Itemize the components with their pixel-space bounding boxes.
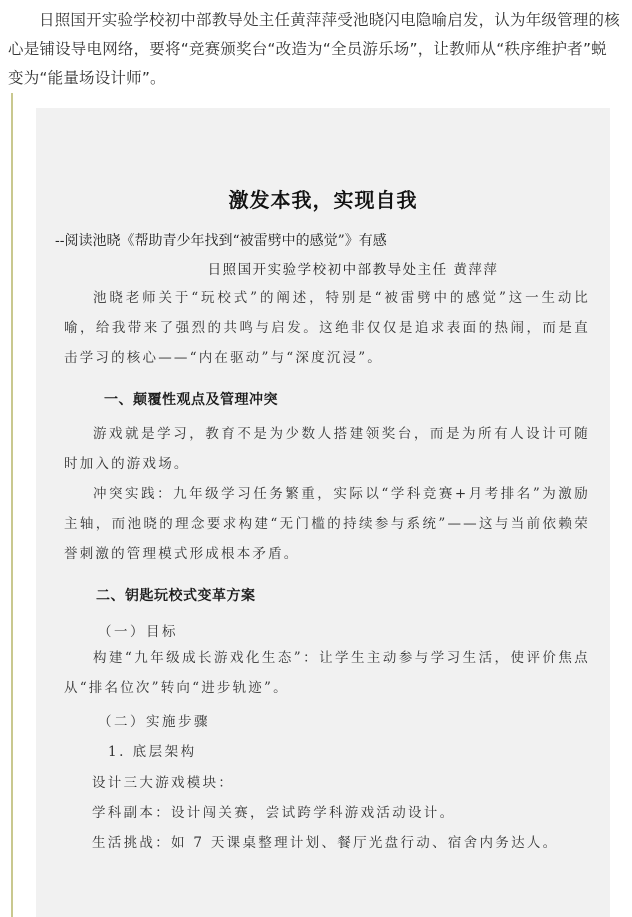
document-image (36, 108, 610, 917)
heading-section-1: 一、颠覆性观点及管理冲突 (104, 392, 278, 408)
line-life-challenge: 生活挑战：如 7 天课桌整理计划、餐厅光盘行动、宿舍内务达人。 (92, 835, 559, 851)
paragraph-game-learning: 游戏就是学习，教育不是为少数人搭建领奖台，而是为所有人设计可随时加入的游戏场。 (64, 426, 590, 472)
heading-section-2: 二、钥匙玩校式变革方案 (96, 588, 256, 604)
paragraph-intro: 池晓老师关于“玩校式”的阐述，特别是“被雷劈中的感觉”这一生动比喻，给我带来了强烈的共鸣与启发。这绝非仅仅是追求表面的热闹，而是直击学习的核心——“内在驱动”与“深度沉浸”。 (64, 290, 590, 366)
blockquote-bar (11, 93, 13, 917)
document-author: 日照国开实验学校初中部教导处主任 黄萍萍 (207, 262, 499, 278)
document-subtitle: --阅读池晓《帮助青少年找到“被雷劈中的感觉”》有感 (55, 233, 387, 249)
paragraph-goal: 构建“九年级成长游戏化生态”：让学生主动参与学习生活，使评价焦点从“排名位次”转向“进步轨迹”。 (64, 650, 590, 696)
paragraph-conflict: 冲突实践：九年级学习任务繁重，实际以“学科竞赛+月考排名”为激励主轴，而池晓的理念要求构建“无门槛的持续参与系统”——这与当前依赖荣誉刺激的管理模式形成根本矛盾。 (64, 486, 590, 562)
intro-paragraph: 日照国开实验学校初中部教导处主任黄萍萍受池晓闪电隐喻启发，认为年级管理的核心是铺设导电网络，要将“竞赛颁奖台“改造为“全员游乐场”，让教师从“秩序维护者”蜕变为“能量场设计师”。 (8, 11, 620, 87)
line-modules: 设计三大游戏模块： (92, 775, 235, 791)
subheading-base-architecture: 1. 底层架构 (108, 744, 197, 760)
subheading-steps: （二）实施步骤 (98, 714, 210, 730)
subheading-goal: （一）目标 (98, 624, 178, 640)
document-title: 激发本我，实现自我 (228, 188, 418, 212)
line-subject-dungeon: 学科副本：设计闯关赛，尝试跨学科游戏活动设计。 (92, 805, 456, 821)
